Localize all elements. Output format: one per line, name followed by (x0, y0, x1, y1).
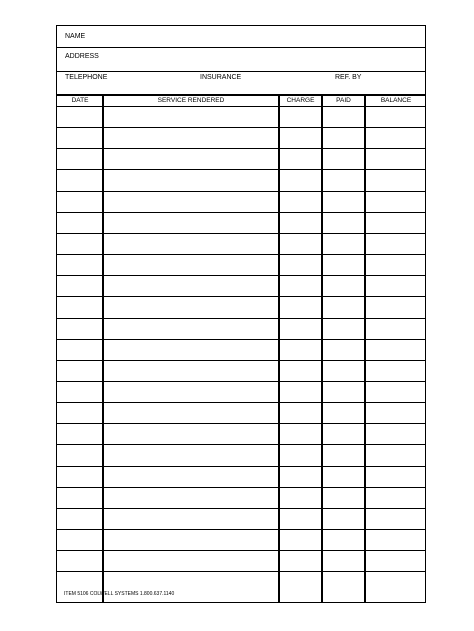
address-label: ADDRESS (65, 53, 99, 60)
insurance-label: INSURANCE (200, 74, 242, 81)
ledger-row-line (57, 127, 425, 128)
ledger-row-line (57, 423, 425, 424)
ledger-row-line (57, 275, 425, 276)
ledger-row-line (57, 466, 425, 467)
ledger-row-line (57, 571, 425, 572)
column-rule (278, 96, 280, 602)
ledger-row-line (57, 444, 425, 445)
ledger-row-line (57, 360, 425, 361)
ledger-row-line (57, 487, 425, 488)
ledger-row-line (57, 169, 425, 170)
column-rule (364, 96, 366, 602)
ledger-row-line (57, 212, 425, 213)
name-label: NAME (65, 33, 86, 40)
column-rule (102, 96, 104, 602)
ledger-row-line (57, 254, 425, 255)
column-rule (321, 96, 323, 602)
ledger-row-line (57, 402, 425, 403)
ledger-row-line (57, 381, 425, 382)
patient-ledger-form (56, 25, 426, 603)
ledger-row-line (57, 233, 425, 234)
ledger-row-line (57, 191, 425, 192)
ledger-row-line (57, 106, 425, 107)
column-header-charge: CHARGE (286, 97, 315, 104)
footer-imprint: ITEM 5106 COLWELL SYSTEMS 1.800.637.1140 (64, 591, 175, 597)
ledger-row-line (57, 296, 425, 297)
column-header-date: DATE (71, 97, 89, 104)
ledger-row-line (57, 339, 425, 340)
column-header-balance: BALANCE (380, 97, 412, 104)
ref-by-label: REF. BY (335, 74, 362, 81)
ledger-row-line (57, 550, 425, 551)
ledger-row-line (57, 318, 425, 319)
column-header-service: SERVICE RENDERED (157, 97, 225, 104)
telephone-label: TELEPHONE (65, 74, 108, 81)
name-line (57, 47, 425, 48)
ledger-row-line (57, 148, 425, 149)
address-line (57, 71, 425, 72)
column-header-paid: PAID (336, 97, 351, 104)
ledger-row-line (57, 508, 425, 509)
ledger-row-line (57, 529, 425, 530)
